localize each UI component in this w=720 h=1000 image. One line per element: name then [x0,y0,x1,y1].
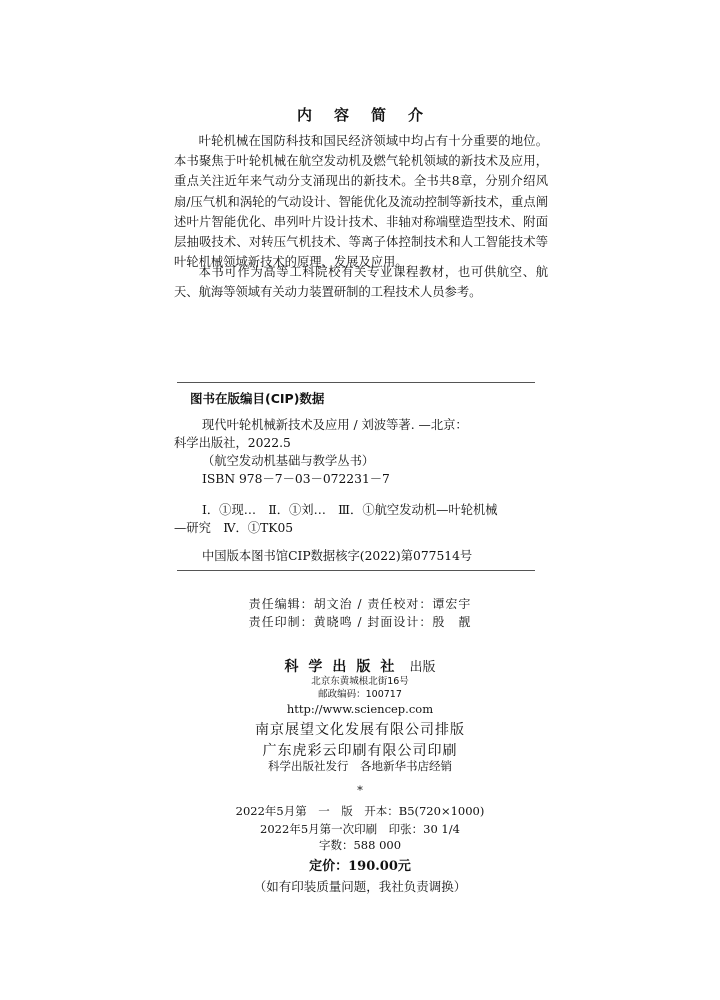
quality-notice: （如有印装质量问题，我社负责调换） [253,879,467,894]
cip-bottom-rule [177,570,535,571]
publisher-address: 北京东黄城根北街16号 [311,676,409,687]
publisher-postcode: 邮政编码：100717 [318,689,402,700]
spec-wordcount: 字数：588 000 [318,838,402,852]
spec-impression: 2022年5月第一次印刷 印张：30 1/4 [260,822,460,836]
spec-edition: 2022年5月第 一 版 开本：B5(720×1000) [235,804,485,818]
publisher-line [0,656,720,676]
price: 定价：190.00元 [309,859,411,874]
intro-paragraph-2: 本书可作为高等工科院校有关专业课程教材，也可供航空、航天、航海等领域有关动力装置研制的工程技术人员参考。 [174,265,548,300]
cip-record [174,416,536,488]
cip-subject-line-1: Ⅰ．①现… Ⅱ．①刘… Ⅲ．①航空发动机—叶轮机械 [202,503,498,517]
publisher-suffix: 出版 [409,660,436,675]
cip-number-line: 中国版本图书馆CIP数据核字(2022)第077514号 [202,549,473,563]
credits-editors: 责任编辑：胡文治 / 责任校对：谭宏宇 [248,597,472,611]
cip-subject-line-2: —研究 Ⅳ．①TK05 [174,521,294,535]
publisher-website: http://www.sciencep.com [286,702,434,716]
cip-series-line: （航空发动机基础与教学丛书） [202,454,375,468]
credits [0,595,720,631]
cip-title-line: 现代叶轮机械新技术及应用 / 刘波等著. —北京： [202,418,468,432]
page-title: 内容简介 [296,106,445,124]
separator-star: * [357,783,363,797]
cip-isbn-line: ISBN 978－7－03－072231－7 [202,472,390,486]
printing-typeset: 南京展望文化发展有限公司排版 [255,722,465,738]
printing-printer: 广东虎彩云印刷有限公司印刷 [262,743,458,759]
printing-distribution: 科学出版社发行 各地新华书店经销 [268,759,452,773]
cip-publisher-line: 科学出版社，2022.5 [174,436,291,450]
cip-number [174,547,536,565]
publisher-name: 科学出版社 [284,659,405,675]
credits-production: 责任印制：黄晓鸣 / 封面设计：殷 靓 [248,615,472,629]
cip-heading: 图书在版编目(CIP)数据 [190,391,325,406]
intro-paragraph-1: 叶轮机械在国防科技和国民经济领域中均占有十分重要的地位。本书聚焦于叶轮机械在航空发动机及燃气轮机领域的新技术及应用，重点关注近年来气动分支涌现出的新技术。全书共8章，分别介绍风扇/压气机和涡轮的气动设计、智能优化及流动控制等新技术，重点阐述叶片智能优化、串列叶片设计技术、非轴对称端壁造型技术、附面层抽吸技术、对转压气机技术、等离子体控制技术和人工智能技术等叶轮机械领域新技术的原理、发展及应用。 [174,134,548,270]
cip-subjects [174,501,536,537]
cip-top-rule [177,382,535,383]
